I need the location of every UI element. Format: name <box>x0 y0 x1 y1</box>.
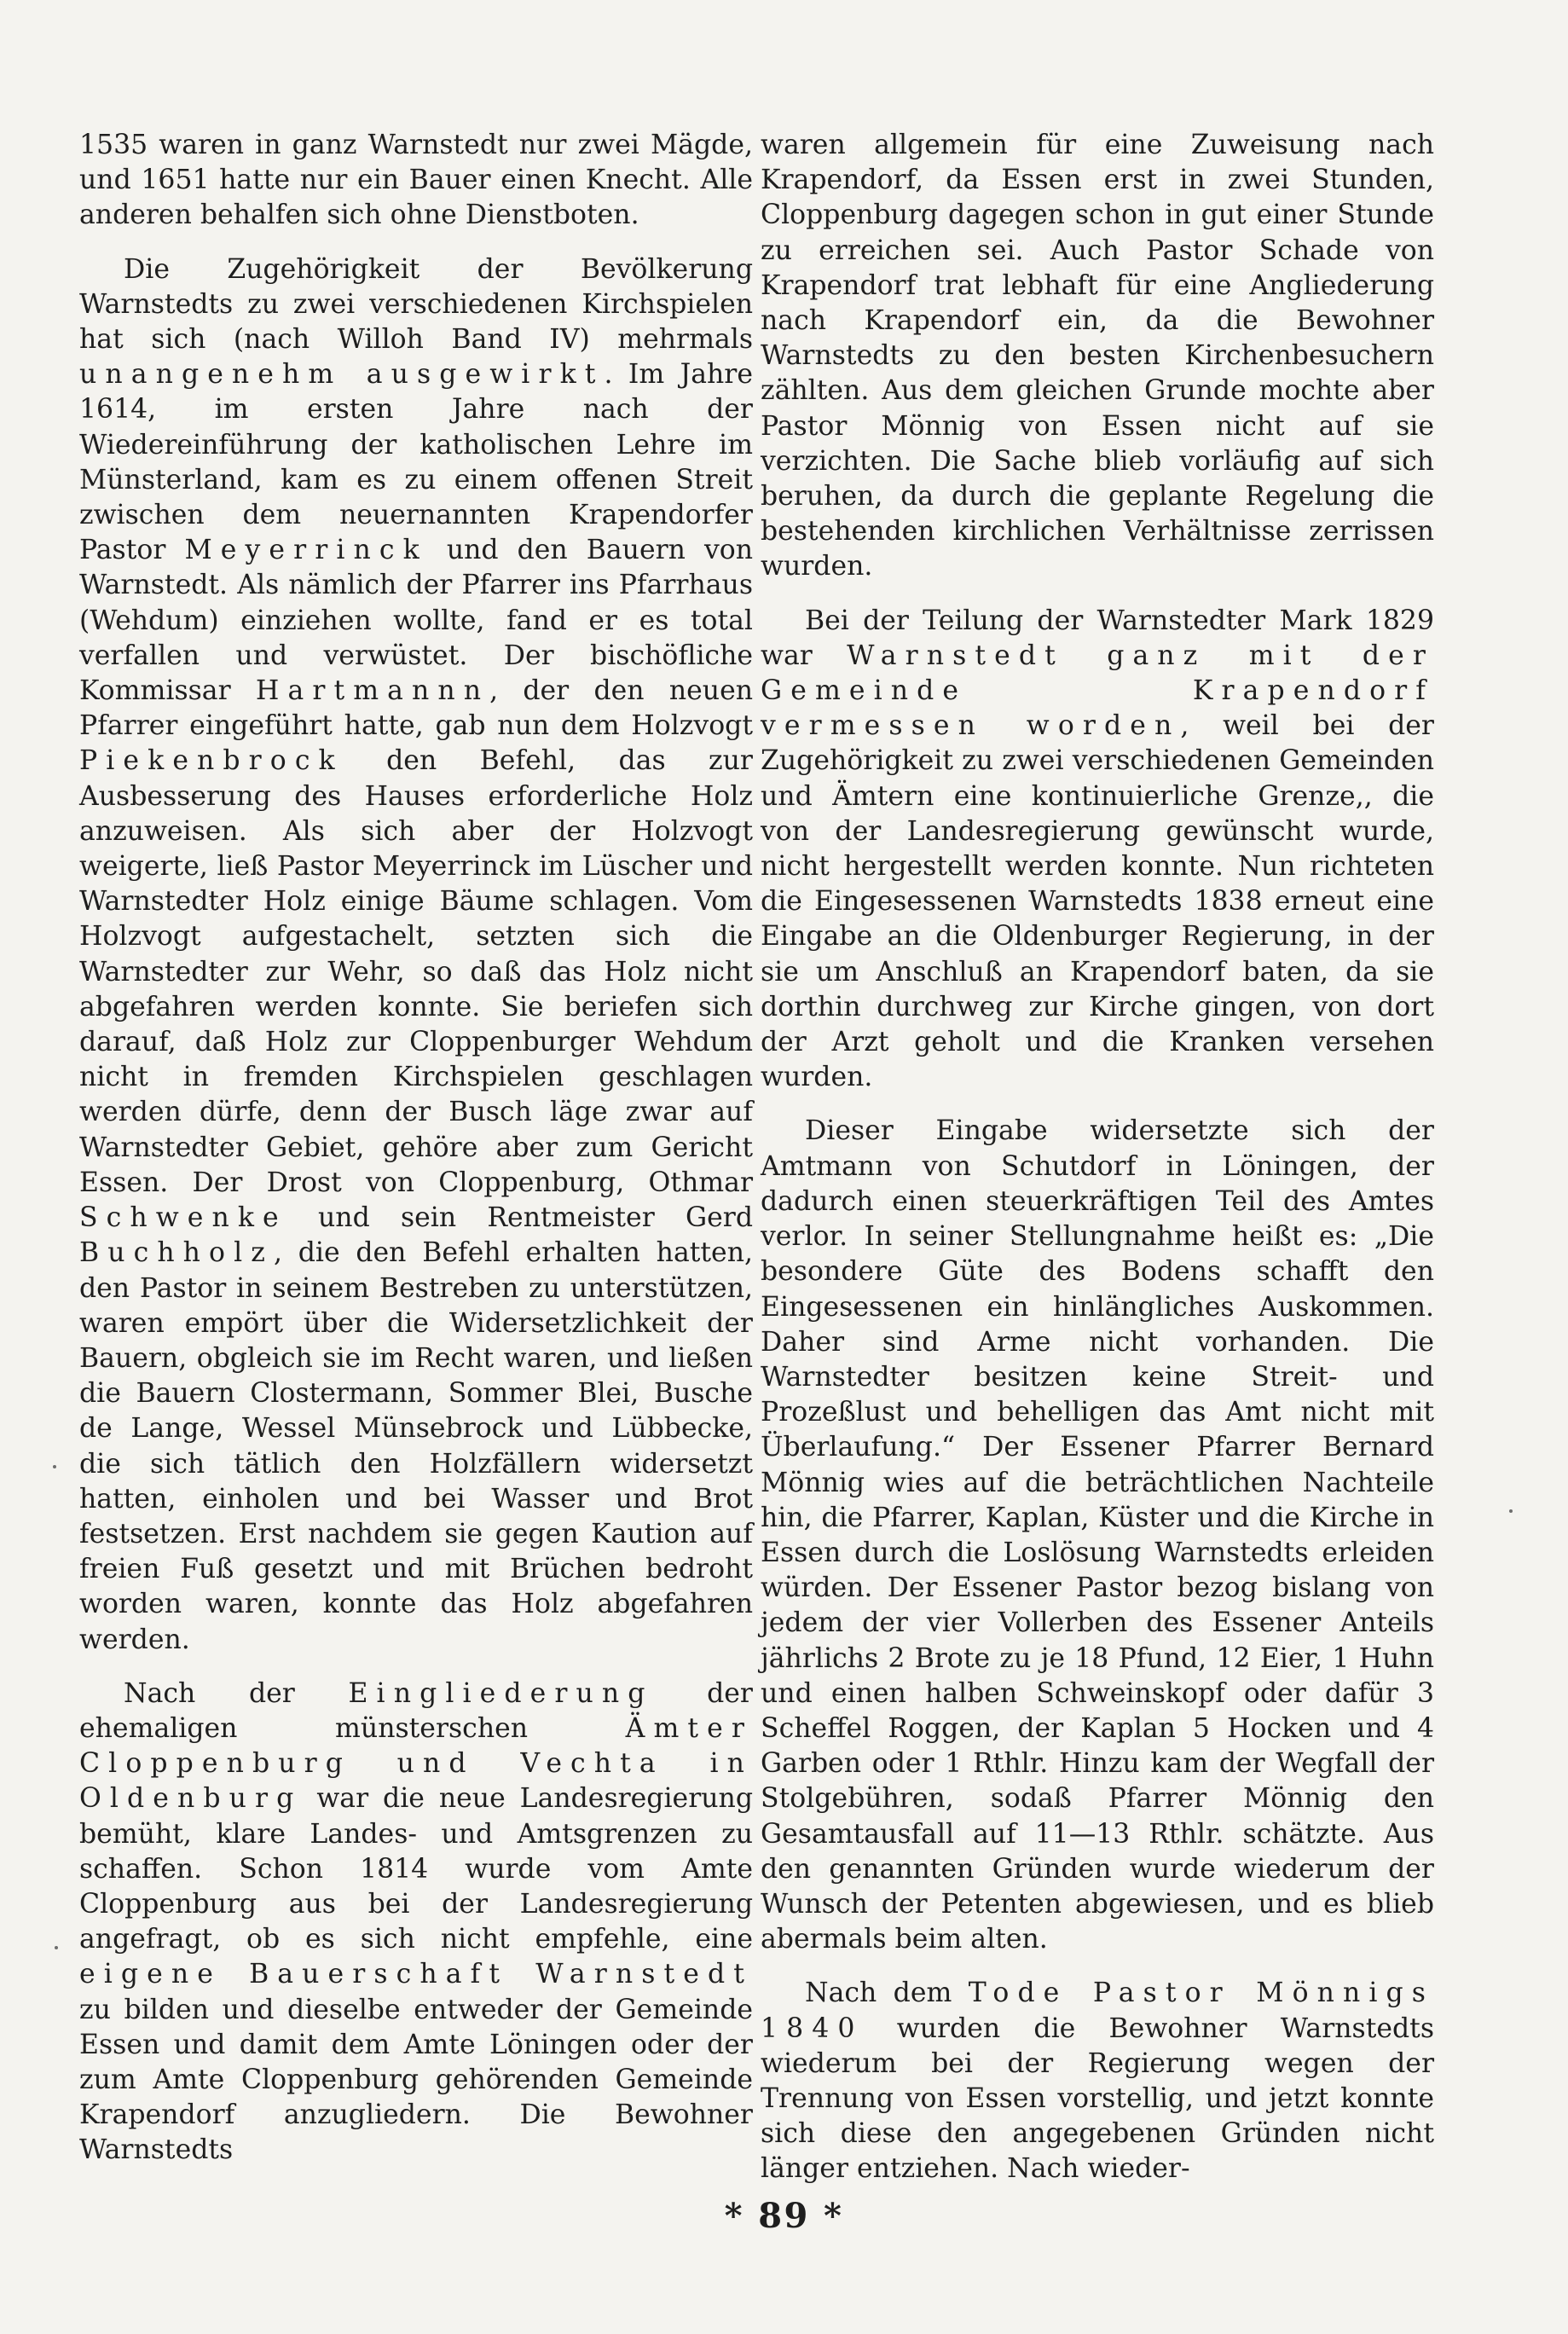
spaced-emphasis: Meyerrinck <box>184 535 428 566</box>
paragraph: Dieser Eingabe widersetzte sich der Amtmann von Schutdorf in Löningen, der dadurch einen steuerkräftigen Teil des Amtes verlor. In seiner Stellungnahme heißt es: „Die besondere Güte des Bodens schafft den Eingesessenen ein hinlängliches Auskommen. Daher sind Arme nicht vorhanden. Die Warnstedter besitzen keine Streit- und Prozeßlust und behelligen das Amt nicht mit Überlaufung.“ Der Essener Pfarrer Bernard Mönnig wies auf die beträchtlichen Nachteile hin, die Pfarrer, Kaplan, Küster und die Kirche in Essen durch die Loslösung Warnstedts erleiden würden. Der Essener Pastor bezog bislang von jedem der vier Vollerben des Essener Anteils jährlichs 2 Brote zu je 18 Pfund, 12 Eier, 1 Huhn und einen halben Schweinskopf oder dafür 3 Scheffel Roggen, der Kaplan 5 Hocken und 4 Garben oder 1 Rthlr. Hinzu kam der Wegfall der Stolgebühren, sodaß Pfarrer Mönnig den Gesamtausfall auf 11—13 Rthlr. schätzte. Aus den genannten Gründen wurde wiederum der Wunsch der Petenten abgewiesen, und es blieb abermals beim alten. <box>761 1115 1434 1955</box>
spaced-emphasis: Warnstedt ganz mit der Gemeinde Krapendorf vermessen worden <box>761 640 1434 742</box>
paragraph: Bei der Teilung der Warnstedter Mark 1829 war Warnstedt ganz mit der Gemeinde Krapendorf vermessen worden, weil bei der Zugehörigkeit zu zwei verschiedenen Gemeinden und Ämtern eine kontinuierliche Grenze,, die von der Landesregierung gewünscht wurde, nicht hergestellt werden konnte. Nun richteten die Eingesessenen Warnstedts 1838 erneut eine Eingabe an die Oldenburger Regierung, in der sie um Anschluß an Krapendorf baten, da sie dorthin durchweg zur Kirche gingen, von dort der Arzt geholt und die Kranken versehen wurden. <box>761 605 1434 1093</box>
spaced-emphasis: eigene Bauerschaft Warnstedt <box>79 1959 753 1990</box>
paragraph: 1535 waren in ganz Warnstedt nur zwei Mägde, und 1651 hatte nur ein Bauer einen Knecht. Alle anderen behalfen sich ohne Dienstboten. <box>79 130 753 231</box>
paragraph: Die Zugehörigkeit der Bevölkerung Warnstedts zu zwei verschiedenen Kirchspielen hat sich (nach Willoh Band IV) mehrmals unangenehm ausgewirkt. Im Jahre 1614, im ersten Jahre nach der Wiedereinführung der katholischen Lehre im Münsterland, kam es zu einem offenen Streit zwischen dem neuernannten Krapendorfer Pastor Meyerrinck und den Bauern von Warnstedt. Als nämlich der Pfarrer ins Pfarrhaus (Wehdum) einziehen wollte, fand er es total verfallen und verwüstet. Der bischöfliche Kommissar Hartmannn, der den neuen Pfarrer eingeführt hatte, gab nun dem Holzvogt Piekenbrock den Befehl, das zur Ausbesserung des Hauses erforderliche Holz anzuweisen. Als sich aber der Holzvogt weigerte, ließ Pastor Meyerrinck im Lüscher und Warnstedter Holz einige Bäume schlagen. Vom Holzvogt aufgestachelt, setzten sich die Warnstedter zur Wehr, so daß das Holz nicht abgefahren werden konnte. Sie beriefen sich darauf, daß Holz zur Cloppenburger Wehdum nicht in fremden Kirchspielen geschlagen werden dürfe, denn der Busch läge zwar auf Warnstedter Gebiet, gehöre aber zum Gericht Essen. Der Drost von Cloppenburg, Othmar Schwenke und sein Rentmeister Gerd Buchholz, die den Befehl erhalten hatten, den Pastor in seinem Bestreben zu unterstützen, waren empört über die Widersetzlichkeit der Bauern, obgleich sie im Recht waren, und ließen die Bauern Clostermann, Sommer Blei, Busche de Lange, Wessel Münsebrock und Lübbecke, die sich tätlich den Holzfällern widersetzt hatten, einholen und bei Wasser und Brot festsetzen. Erst nachdem sie gegen Kaution auf freien Fuß gesetzt und mit Brüchen bedroht worden waren, konnte das Holz abgefahren werden. <box>79 253 754 1655</box>
spaced-emphasis: Ämter Cloppenburg und Vechta in Oldenburg <box>79 1712 753 1815</box>
spaced-emphasis: Tode Pastor Mönnigs 1840 <box>761 1978 1434 2044</box>
spaced-emphasis: Schwenke <box>79 1202 287 1234</box>
spaced-emphasis: Buchholz <box>79 1237 274 1269</box>
spaced-emphasis: Eingliederung <box>348 1677 654 1709</box>
spaced-emphasis: unangenehm ausgewirkt <box>79 359 605 391</box>
paragraph: waren allgemein für eine Zuweisung nach Krapendorf, da Essen erst in zwei Stunden, Cloppenburg dagegen schon in gut einer Stunde zu erreichen sei. Auch Pastor Schade von Krapendorf trat lebhaft für eine Angliederung nach Krapendorf ein, da die Bewohner Warnstedts zu den besten Kirchenbesuchern zählten. Aus dem gleichen Grunde mochte aber Pastor Mönnig von Essen nicht auf sie verzichten. Die Sache blieb vorläufig auf sich beruhen, da durch die geplante Regelung die bestehenden kirchlichen Verhältnisse zerrissen wurden. <box>761 130 1434 582</box>
left-column <box>79 128 753 2187</box>
page-number: * 89 * <box>724 2196 844 2236</box>
spaced-emphasis: Hartmannn <box>255 675 490 707</box>
spaced-emphasis: Piekenbrock <box>79 745 344 777</box>
scan-speck <box>55 1946 58 1949</box>
right-column <box>761 128 1434 2206</box>
scan-speck <box>1509 1509 1513 1513</box>
paragraph: Nach der Eingliederung der ehemaligen münsterschen Ämter Cloppenburg und Vechta in Oldenburg war die neue Landesregierung bemüht, klare Landes- und Amtsgrenzen zu schaffen. Schon 1814 wurde vom Amte Cloppenburg aus bei der Landesregierung angefragt, ob es sich nicht empfehle, eine eigene Bauerschaft Warnstedt zu bilden und dieselbe entweder der Gemeinde Essen und damit dem Amte Löningen oder der zum Amte Cloppenburg gehörenden Gemeinde Krapendorf anzugliedern. Die Bewohner Warnstedts <box>79 1677 753 2166</box>
paragraph: Nach dem Tode Pastor Mönnigs 1840 wurden die Bewohner Warnstedts wiederum bei der Regierung wegen der Trennung von Essen vorstellig, und jetzt konnte sich diese den angegebenen Gründen nicht länger entziehen. Nach wieder- <box>761 1978 1434 2185</box>
scan-speck <box>53 1465 56 1468</box>
